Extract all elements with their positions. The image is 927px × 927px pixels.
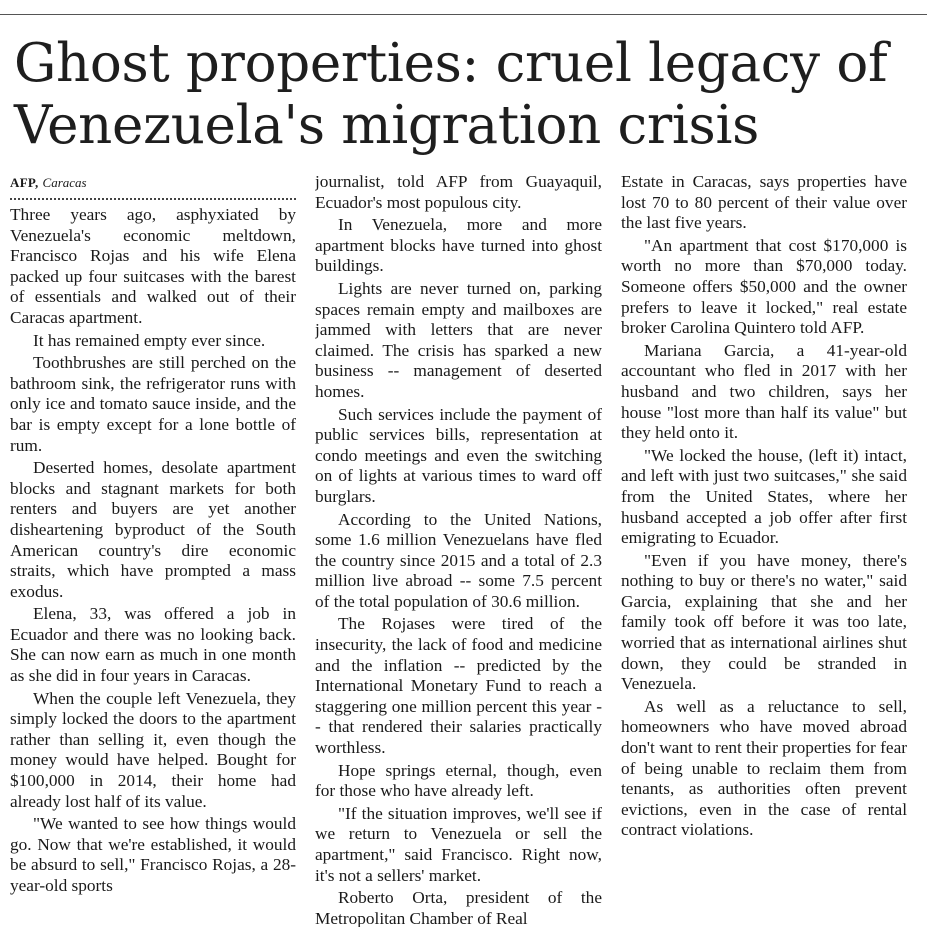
article-column-3 [621, 172, 907, 927]
paragraph: "Even if you have money, there's nothing to buy or there's no water," said Garcia, explaining that she and her family took off before it was too late, worried that as international airlines shut down, they could be stranded in Venezuela. [621, 550, 907, 694]
paragraph: Estate in Caracas, says properties have lost 70 to 80 percent of their value over the last five years. [621, 172, 907, 233]
byline [10, 172, 296, 194]
paragraph: Lights are never turned on, parking spaces remain empty and mailboxes are jammed with letters that are never claimed. The crisis has sparked a new business -- management of deserted homes. [315, 278, 602, 401]
paragraph: Deserted homes, desolate apartment blocks and stagnant markets for both renters and buyers are yet another disheartening byproduct of the South American country's dire economic straits, which have prompted a mass exodus. [10, 458, 296, 601]
byline-dotted-rule [10, 198, 296, 200]
paragraph: journalist, told AFP from Guayaquil, Ecuador's most populous city. [315, 172, 602, 212]
article-column-2 [315, 172, 602, 927]
paragraph: The Rojases were tired of the insecurity, the lack of food and medicine and the inflation -- predicted by the International Monetary Fund to reach a staggering one million percent this year -- that rendered their salaries practically worthless. [315, 614, 602, 758]
headline: Ghost properties: cruel legacy of Venezuela's migration crisis [14, 33, 888, 156]
paragraph: Such services include the payment of public services bills, representation at condo meetings and even the switching on of lights at various times to ward off burglars. [315, 404, 602, 506]
paragraph: In Venezuela, more and more apartment blocks have turned into ghost buildings. [315, 215, 602, 276]
paragraph: Hope springs eternal, though, even for those who have already left. [315, 760, 602, 801]
paragraph: When the couple left Venezuela, they simply locked the doors to the apartment rather than selling it, even though the money would have helped. Bought for $100,000 in 2014, their home had already lost half of its value. [10, 688, 296, 811]
paragraph: "We wanted to see how things would go. Now that we're established, it would be absurd to sell," Francisco Rojas, a 28-year-old sports [10, 814, 296, 895]
paragraph: It has remained empty ever since. [33, 330, 266, 350]
paragraph: As well as a reluctance to sell, homeowners who have moved abroad don't want to rent their properties for fear of being unable to reclaim them from tenants, as authorities often prevent evictions, even in the case of rental contract violations. [621, 696, 907, 840]
paragraph: "If the situation improves, we'll see if we return to Venezuela or sell the apartment," said Francisco. Right now, it's not a sellers' market. [315, 803, 602, 885]
paragraph: Mariana Garcia, a 41-year-old accountant who fled in 2017 with her husband and two children, says her house "lost more than half its value" but they held onto it. [621, 340, 907, 443]
paragraph: Elena, 33, was offered a job in Ecuador and there was no looking back. She can now earn as much in one month as she did in four years in Caracas. [10, 604, 296, 686]
byline-city: Caracas [42, 175, 87, 190]
paragraph: Roberto Orta, president of the Metropolitan Chamber of Real [315, 888, 602, 927]
paragraph: Three years ago, asphyxiated by Venezuela's economic meltdown, Francisco Rojas and his wife Elena packed up four suitcases with the barest of essentials and walked out of their Caracas apartment. [10, 205, 296, 327]
byline-agency: AFP, [10, 175, 39, 190]
paragraph: According to the United Nations, some 1.6 million Venezuelans have fled the country since 2015 and a total of 2.3 million live abroad -- some 7.5 percent of the total population of 30.6 million. [315, 509, 602, 611]
top-rule [0, 14, 927, 15]
article-column-1 [10, 172, 296, 927]
paragraph: "An apartment that cost $170,000 is worth no more than $70,000 today. Someone offers $50,000 and the owner prefers to leave it locked," real estate broker Carolina Quintero told AFP. [621, 235, 907, 338]
paragraph: Toothbrushes are still perched on the bathroom sink, the refrigerator runs with only ice and tomato sauce inside, and the bar is empty except for a lone bottle of rum. [10, 353, 296, 455]
paragraph: "We locked the house, (left it) intact, and left with just two suitcases," she said from the United States, where her husband accepted a job offer after first emigrating to Ecuador. [621, 445, 907, 548]
